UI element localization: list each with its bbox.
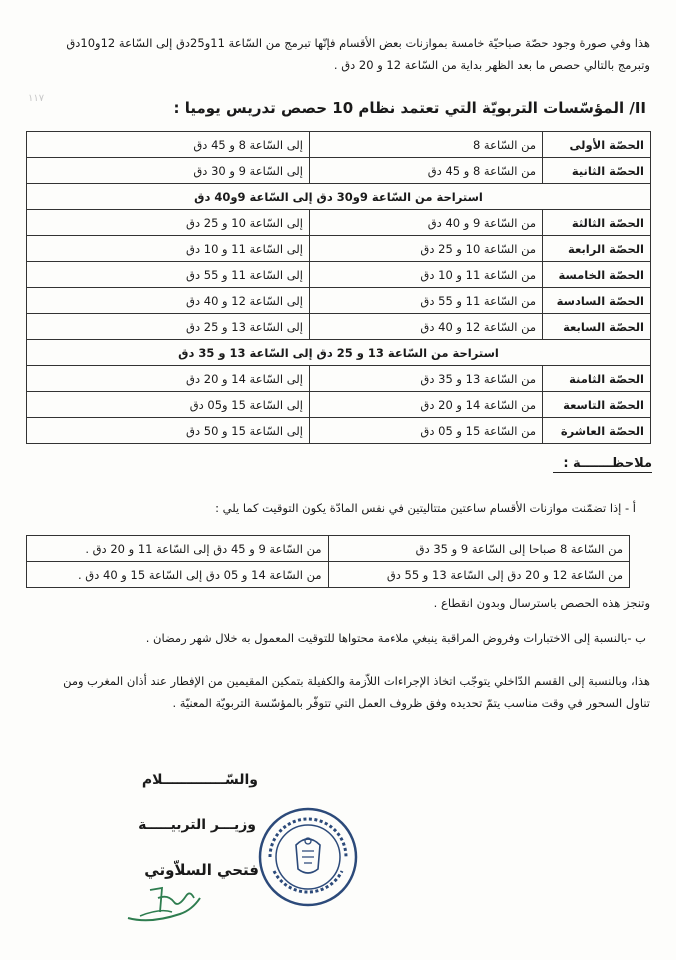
timing-first-cell: من السّاعة 8 صباحا إلى السّاعة 9 و 35 دق [328,536,630,562]
session-row [27,262,651,288]
session-to-cell: إلى السّاعة 15 و 50 دق [27,418,310,444]
note-b: ب -بالنسبة إلى الاختبارات وفروض المراقبة ينبغي ملاءمة محتواها للتوقيت المعمول به خلال شهر رمضان . [145,631,646,645]
session-row [27,392,651,418]
break-cell: استراحة من السّاعة 13 و 25 دق إلى السّاعة 13 و 35 دق [27,340,651,366]
session-to-cell: إلى السّاعة 13 و 25 دق [27,314,310,340]
session-name-cell: الحصّة الثامنة [543,366,651,392]
minister-name: فتحي السلاّوتي [144,861,259,879]
timing-row [27,536,630,562]
session-to-cell: إلى السّاعة 11 و 55 دق [27,262,310,288]
ministry-stamp [256,805,360,909]
intro-line-2: وتبرمج بالتالي حصص ما بعد الظهر بداية من السّاعة 12 و 20 دق . [333,58,650,72]
session-from-cell: من السّاعة 8 و 45 دق [310,158,543,184]
timing-first-cell: من السّاعة 12 و 20 دق إلى السّاعة 13 و 55 دق [328,562,630,588]
session-from-cell: من السّاعة 8 [310,132,543,158]
session-from-cell: من السّاعة 10 و 25 دق [310,236,543,262]
salutation: والسّـــــــــــــلام [141,772,258,788]
session-name-cell: الحصّة السادسة [543,288,651,314]
continuous-note: وتنجز هذه الحصص باسترسال وبدون انقطاع . [433,596,650,610]
session-to-cell: إلى السّاعة 10 و 25 دق [27,210,310,236]
session-from-cell: من السّاعة 11 و 10 دق [310,262,543,288]
session-row [27,314,651,340]
session-from-cell: من السّاعة 14 و 20 دق [310,392,543,418]
session-from-cell: من السّاعة 15 و 05 دق [310,418,543,444]
timing-second-cell: من السّاعة 14 و 05 دق إلى السّاعة 15 و 40 دق . [27,562,329,588]
session-to-cell: إلى السّاعة 15 و05 دق [27,392,310,418]
session-from-cell: من السّاعة 11 و 55 دق [310,288,543,314]
minister-signature [120,868,210,928]
session-from-cell: من السّاعة 9 و 40 دق [310,210,543,236]
session-to-cell: إلى السّاعة 9 و 30 دق [27,158,310,184]
timing-second-cell: من السّاعة 9 و 45 دق إلى السّاعة 11 و 20 دق . [27,536,329,562]
session-name-cell: الحصّة الأولى [543,132,651,158]
session-row [27,158,651,184]
session-row [27,132,651,158]
faint-page-mark: ١١٧ [28,93,45,104]
session-name-cell: الحصّة الثانية [543,158,651,184]
session-row [27,418,651,444]
session-name-cell: الحصّة التاسعة [543,392,651,418]
session-name-cell: الحصّة الرابعة [543,236,651,262]
section-heading: II/ المؤسّسات التربويّة التي تعتمد نظام 10 حصص تدريس يوميا : [173,99,646,117]
session-name-cell: الحصّة العاشرة [543,418,651,444]
session-from-cell: من السّاعة 12 و 40 دق [310,314,543,340]
session-to-cell: إلى السّاعة 8 و 45 دق [27,132,310,158]
session-name-cell: الحصّة الثالثة [543,210,651,236]
intro-line-1: هذا وفي صورة وجود حصّة صباحيّة خامسة بموازنات بعض الأقسام فإنّها تبرمج من السّاعة 11و25دق إلى السّاعة 12و10دق [66,36,650,50]
minister-title: وزيـــر التربيـــــة [138,817,256,833]
note-a: أ - إذا تضمّنت موازنات الأقسام ساعتين متتاليتين في نفس المادّة يكون التوقيت كما يلي : [215,501,636,515]
timing-table [26,535,630,588]
session-row [27,236,651,262]
schedule-table [26,131,651,444]
closing-line-1: هذا، وبالنسبة إلى القسم الدّاخلي يتوجّب اتخاذ الإجراءات اللاّزمة والكفيلة بتمكين المقيمين من الإفطار عند أذان المغرب ومن [63,674,650,688]
session-name-cell: الحصّة السابعة [543,314,651,340]
session-to-cell: إلى السّاعة 11 و 10 دق [27,236,310,262]
break-row [27,184,651,210]
notes-title: ملاحظـــــــة : [563,456,652,471]
session-row [27,366,651,392]
session-from-cell: من السّاعة 13 و 35 دق [310,366,543,392]
session-row [27,288,651,314]
session-name-cell: الحصّة الخامسة [543,262,651,288]
timing-row [27,562,630,588]
session-row [27,210,651,236]
break-cell: استراحة من السّاعة 9و30 دق إلى السّاعة 9و40 دق [27,184,651,210]
break-row [27,340,651,366]
session-to-cell: إلى السّاعة 14 و 20 دق [27,366,310,392]
session-to-cell: إلى السّاعة 12 و 40 دق [27,288,310,314]
closing-line-2: تناول السحور في وقت مناسب يتمّ تحديده وفق ظروف العمل التي تتوفّر بالمؤسّسة التربويّة المعنيّة . [172,696,650,710]
